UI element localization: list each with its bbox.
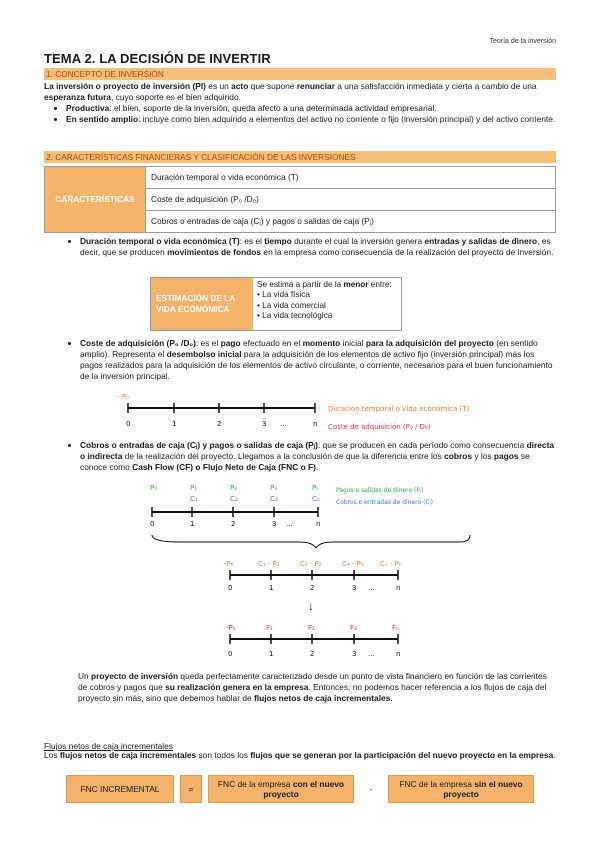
- payment-label: P₀: [150, 484, 158, 492]
- tick-label: 0: [126, 420, 131, 428]
- fnc-con-proyecto-cell: FNC de la empresa con el nuevo proyecto: [208, 775, 354, 803]
- tick-label: 0: [228, 650, 233, 658]
- page-title: TEMA 2. LA DECISIÓN DE INVERTIR: [44, 51, 271, 66]
- flow-label: C₂ - P₂: [300, 560, 322, 568]
- flujos-heading: Flujos netos de caja incrementales: [44, 741, 173, 751]
- tick-label: 0: [228, 584, 233, 592]
- timeline-4: [220, 620, 420, 664]
- flow-label: C₃ - P₃: [342, 560, 364, 568]
- table-row: Duración temporal o vida económica (T): [146, 167, 556, 189]
- characteristics-label: CARACTERÍSTICAS: [45, 167, 146, 233]
- tick-label: 3: [352, 650, 357, 658]
- characteristics-table: [44, 166, 556, 233]
- receipt-label: C₁: [190, 495, 198, 503]
- flow-label: F₁: [266, 624, 273, 632]
- tick-label: 3: [262, 420, 267, 428]
- tick-label: 0: [150, 520, 155, 528]
- list-item: • Productiva: el bien, soporte de la inversión, queda afecto a una determinada actividad empresarial.: [66, 103, 556, 114]
- list-item: • En sentido amplio: incluye como bien adquirido a elementos del activo no corriente o fijo (inversión principal) y del activo corriente.: [66, 114, 556, 125]
- flow-label: F₃: [350, 624, 357, 632]
- receipt-label: C₂: [230, 495, 238, 503]
- receipt-label: Cₙ: [312, 495, 320, 503]
- section-heading-2: 2. CARACTERÍSTICAS FINANCIERAS Y CLASIFICACIÓN DE LAS INVERSIONES: [44, 151, 556, 163]
- estimacion-label: ESTIMACIÓN DE LA VIDA ECONÓMICA: [151, 278, 253, 330]
- final-paragraph: Un proyecto de inversión queda perfectamente caracterizado desde un punto de vista financiero en función de las corrientes de cobros y pagos que su realización genera en la empresa. Entonces, no podemos hacer referencia a los flujos de caja del proyecto sin más, sino que debemos hablar de flujos netos de caja incrementales.: [78, 671, 547, 704]
- estimacion-box: [150, 277, 402, 331]
- fnc-incremental-cell: FNC INCREMENTAL: [66, 775, 174, 803]
- section1-paragraph: La inversión o proyecto de inversión (PI) es un acto que supone renunciar a una satisfacción inmediata y cierta a cambio de una esperanza futura, cuyo soporte es el bien adquirido. • Productiva: el bien, soporte de la inversión, queda afecto a una determinada actividad empresarial. • En sentido amplio: incluye como bien adquirido a elementos del activo no corriente o fijo (inversión principal) y del activo corriente.: [44, 81, 556, 125]
- flow-label: F₂: [308, 624, 315, 632]
- tick-label: 2: [217, 420, 222, 428]
- tick-label: ...: [368, 584, 375, 592]
- flow-label: Cₙ - Pₙ: [380, 560, 402, 568]
- timeline-1: [110, 388, 560, 436]
- estimacion-content: Se estima a partir de la menor entre: • La vida física • La vida comercial • La vida tecnológica: [257, 280, 392, 320]
- tick-label: 2: [310, 584, 315, 592]
- legend-duracion: Duración temporal o vida económica (T): [328, 405, 470, 413]
- payment-label: P₃: [270, 484, 278, 492]
- tick-label: ...: [286, 520, 293, 528]
- tick-label: n: [396, 584, 401, 592]
- payment-label: P₂: [230, 484, 238, 492]
- payment-label: Pₙ: [312, 484, 320, 492]
- flow-label: -P₀: [226, 624, 236, 632]
- flow-label: Fₙ: [392, 624, 399, 632]
- list-item: • Coste de adquisición (P₀ /D₀): es el pago efectuado en el momento inicial para la adquisición del proyecto (en sentido amplio). Representa el desembolso inicial para la adquisición de los elementos de activo fijo (inversión principal) más los pagos realizados para la adquisición de los elementos de activo circulante, o corriente, necesarios para el buen funcionamiento de la inversión principal.: [80, 338, 556, 382]
- tick-label: 3: [272, 520, 277, 528]
- timeline-2: [140, 480, 540, 550]
- list-item: La vida comercial: [262, 300, 326, 310]
- flow-label: C₁ - P₁: [258, 560, 280, 568]
- tick-label: 1: [269, 584, 274, 592]
- receipt-label: C₃: [270, 495, 278, 503]
- minus-sign: -: [360, 775, 382, 803]
- tick-label: n: [316, 520, 321, 528]
- table-row: Cobros o entradas de caja (Cⱼ) y pagos o salidas de caja (Pⱼ): [146, 211, 556, 233]
- list-item: • Duración temporal o vida económica (T): es el tiempo durante el cual la inversión genera entradas y salidas de dinero, es decir, que se producen movimientos de fondos en la empresa como consecuencia de la realización del proyecto de inversión.: [80, 236, 556, 258]
- list-item: La vida tecnológica: [262, 310, 333, 320]
- section-heading-1: 1. CONCEPTO DE INVERSIÓN: [44, 68, 556, 80]
- legend-coste: Coste de adquisición (P₀ / D₀): [328, 423, 431, 431]
- tick-label: 1: [269, 650, 274, 658]
- tick-label: n: [313, 420, 318, 428]
- bullet-coste: [62, 338, 556, 382]
- fnc-sin-proyecto-cell: FNC de la empresa sin el nuevo proyecto: [388, 775, 534, 803]
- bullet-duracion: [62, 236, 556, 258]
- legend-pagos: Pagos o salidas de dinero (Pⱼ): [336, 487, 424, 494]
- tick-label: n: [396, 650, 401, 658]
- list-item: La vida física: [262, 290, 310, 300]
- timeline-3: [220, 556, 420, 600]
- section1-bullets: [44, 103, 556, 125]
- tick-label: 2: [310, 650, 315, 658]
- fnc-formula: [66, 775, 534, 803]
- flow-label: -P₀: [224, 560, 234, 568]
- tick-label: ...: [368, 650, 375, 658]
- payment-label: P₁: [190, 484, 198, 492]
- tick-label: 3: [352, 584, 357, 592]
- tick-label: 2: [231, 520, 236, 528]
- list-item: • Cobros o entradas de caja (Cⱼ) y pagos o salidas de caja (Pⱼ): que se producen en cada período como consecuencia directa o indirecta de la realización del proyecto. Llegamos a la conclusión de que la diferencia entre los cobros y los pagos se conoce como Cash Flow (CF) o Flujo Neto de Caja (FNC o F).: [80, 440, 556, 473]
- tick-label: 1: [172, 420, 177, 428]
- tick-label: ...: [280, 420, 287, 428]
- equals-sign: =: [180, 775, 202, 803]
- down-arrow-icon: ↓: [308, 599, 314, 613]
- running-header: Teoría de la inversión: [489, 38, 556, 45]
- tick-label: 1: [190, 520, 195, 528]
- table-row: Coste de adquisición (P₀ /D₀): [146, 189, 556, 211]
- flujos-text: Los flujos netos de caja incrementales son todos los flujos que se generan por la participación del nuevo proyecto en la empresa.: [44, 750, 556, 760]
- bullet-cobros: [62, 440, 556, 473]
- legend-cobros: Cobros o entradas de dinero (Cⱼ): [336, 499, 434, 506]
- curly-brace: [152, 535, 470, 548]
- p0-label: - P₀: [117, 393, 129, 401]
